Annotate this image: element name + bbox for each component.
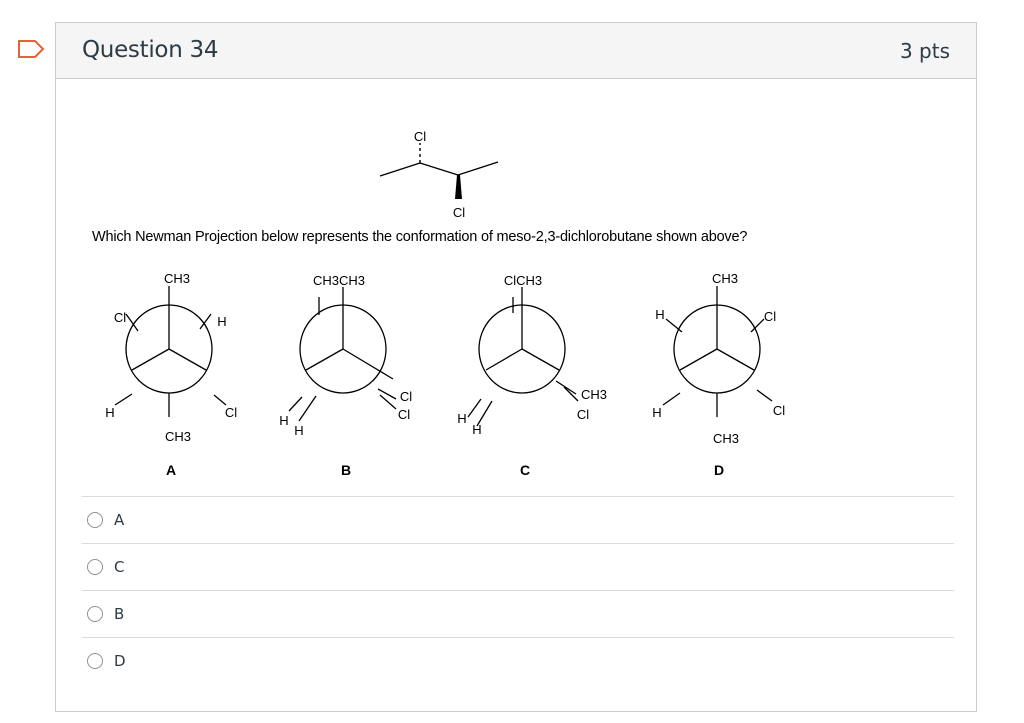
answer-option-c[interactable]	[82, 543, 954, 590]
proj-c-letter: C	[519, 462, 531, 478]
proj-a-top: CH3	[163, 271, 191, 286]
proj-b-right-a: Cl	[399, 389, 413, 404]
proj-d-lower-right: Cl	[772, 403, 786, 418]
question-header	[56, 23, 976, 79]
proj-a-bottom: CH3	[164, 429, 192, 444]
bookmark-icon[interactable]	[17, 39, 45, 59]
answer-list	[82, 496, 954, 684]
answer-option-a[interactable]	[82, 496, 954, 543]
meso-dichlorobutane-structure	[380, 143, 498, 199]
radio-button[interactable]	[87, 653, 103, 669]
wedge-bond	[455, 175, 462, 199]
proj-a-lower-left: H	[105, 405, 115, 420]
newman-projection-c	[468, 287, 578, 426]
radio-button[interactable]	[87, 559, 103, 575]
radio-button[interactable]	[87, 512, 103, 528]
proj-c-left-b: H	[472, 422, 482, 437]
answer-label: D	[114, 652, 126, 670]
proj-a-letter: A	[165, 462, 177, 478]
question-card	[55, 22, 977, 712]
answer-label: B	[114, 605, 125, 623]
proj-b-left-b: H	[294, 423, 304, 438]
proj-a-upper-left: Cl	[113, 310, 127, 325]
radio-button[interactable]	[87, 606, 103, 622]
proj-d-top: CH3	[711, 271, 739, 286]
proj-c-right-a: CH3	[580, 387, 608, 402]
structure-top-cl: Cl	[413, 129, 427, 144]
proj-a-upper-right: H	[217, 314, 227, 329]
proj-d-upper-left: H	[655, 307, 665, 322]
proj-b-top: CH3CH3	[312, 273, 366, 288]
answer-option-d[interactable]	[82, 637, 954, 684]
question-title: Question 34	[82, 37, 219, 63]
proj-d-bottom: CH3	[712, 431, 740, 446]
structure-bottom-cl: Cl	[452, 205, 466, 220]
proj-b-left-a: H	[279, 413, 289, 428]
answer-label: A	[114, 511, 125, 529]
answer-label: C	[114, 558, 125, 576]
question-points: 3 pts	[899, 39, 950, 63]
proj-b-right-b: Cl	[397, 407, 411, 422]
proj-b-letter: B	[340, 462, 352, 478]
proj-c-left-a: H	[457, 411, 467, 426]
chemistry-figure	[56, 79, 976, 479]
proj-a-lower-right: Cl	[224, 405, 238, 420]
proj-d-upper-right: Cl	[763, 309, 777, 324]
newman-projection-a	[115, 286, 226, 417]
proj-d-lower-left: H	[652, 405, 662, 420]
newman-projection-d	[663, 286, 772, 417]
question-prompt: Which Newman Projection below represents the conformation of meso-2,3-dichlorobutane shown above?	[92, 229, 748, 245]
answer-option-b[interactable]	[82, 590, 954, 637]
proj-d-letter: D	[713, 462, 725, 478]
newman-projection-b	[289, 287, 396, 421]
proj-c-top: ClCH3	[503, 273, 543, 288]
question-body	[56, 79, 976, 479]
proj-c-right-b: Cl	[576, 407, 590, 422]
